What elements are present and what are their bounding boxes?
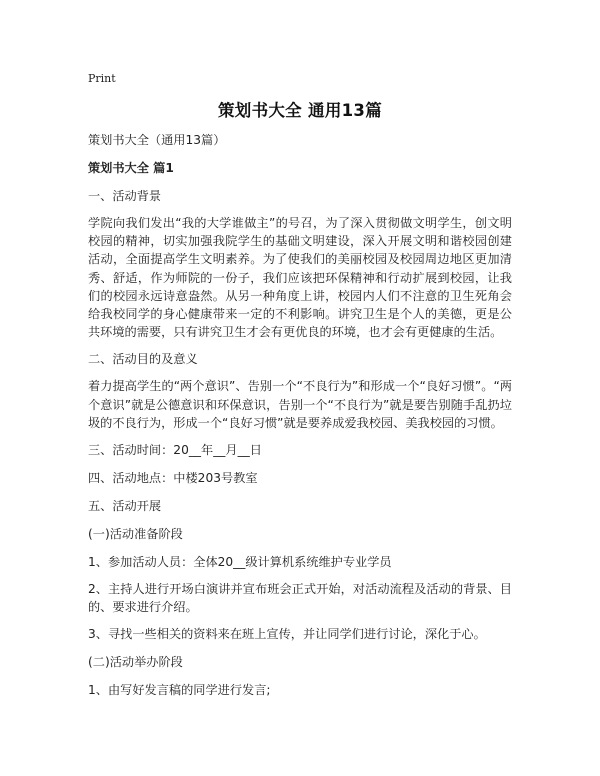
list-item: 1、由写好发言稿的同学进行发言; — [88, 683, 271, 698]
paragraph-background: 学院向我们发出“我的大学谁做主”的号召，为了深入贯彻做文明学生，创文明校园的精神，切实加强我院学生的基础文明建设，深入开展文明和谐校园创建活动，全面提高学生文明素养。为了使我们的美丽校园及校园周边地区更加清秀、舒适，作为师院的一份子，我们应该把环保精神和行动扩展到校园，让我们的校园永远诗意盎然。从另一种角度上讲，校园内人们不注意的卫生死角会给我校同学的身心健康带来一定的不利影响。讲究卫生是个人的美德，更是公共环境的需要，只有讲究卫生才会有更优良的环境，也才会有更健康的生活。 — [88, 216, 512, 340]
heading-purpose: 二、活动目的及意义 — [88, 352, 198, 367]
list-item: 2、主持人进行开场白演讲并宣布班会正式开始，对活动流程及活动的背景、目的、要求进行介绍。 — [88, 582, 512, 615]
document-subtitle: 策划书大全（通用13篇） — [88, 133, 226, 147]
stage-execution: (二)活动举办阶段 — [88, 655, 183, 670]
heading-background: 一、活动背景 — [88, 189, 162, 203]
list-item: 1、参加活动人员：全体20__级计算机系统维护专业学员 — [88, 555, 392, 570]
page-title: 策划书大全 通用13篇 — [217, 101, 382, 120]
heading-activity: 五、活动开展 — [88, 499, 162, 514]
section-title: 策划书大全 篇1 — [88, 161, 174, 175]
activity-place: 四、活动地点：中楼203号教室 — [88, 471, 258, 486]
paragraph-purpose: 着力提高学生的“两个意识”、告别一个“不良行为”和形成一个“良好习惯”。“两个意识”就是公德意识和环保意识，告别一个“不良行为”就是要告别随手乱扔垃圾的不良行为，形成一个“良好习惯”就是要养成爱我校园、美我校园的习惯。 — [88, 379, 512, 430]
print-link[interactable]: Print — [88, 72, 116, 85]
activity-time: 三、活动时间：20__年__月__日 — [88, 443, 262, 458]
stage-preparation: (一)活动准备阶段 — [88, 527, 183, 542]
list-item: 3、寻找一些相关的资料来在班上宣传，并让同学们进行讨论，深化于心。 — [88, 627, 486, 642]
